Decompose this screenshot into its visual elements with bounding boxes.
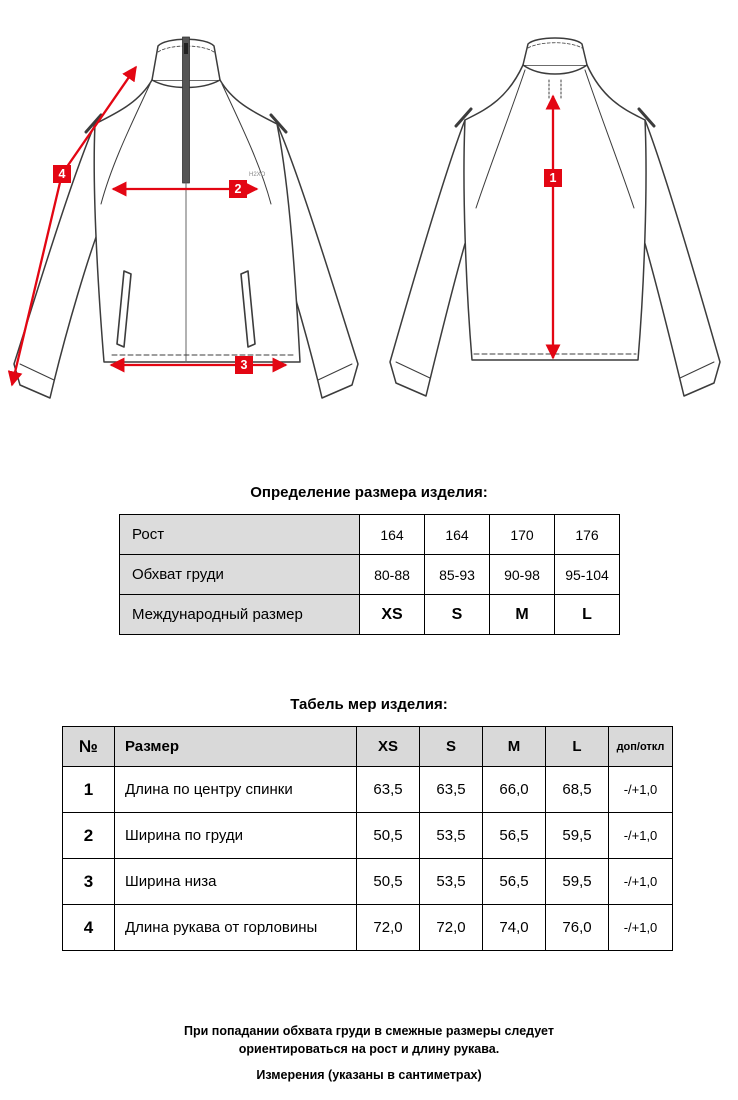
row-label-chest: Обхват груди [120, 555, 360, 595]
cell-number: 2 [63, 813, 115, 859]
header-xs: XS [357, 727, 420, 767]
cell: 50,5 [357, 813, 420, 859]
cell: 170 [490, 515, 555, 555]
zipper-pull-icon [184, 43, 188, 54]
cell: 50,5 [357, 859, 420, 905]
jacket-technical-drawing [0, 8, 738, 418]
table-row [63, 905, 673, 951]
size-table-title: Определение размера изделия: [250, 484, 488, 501]
cell: XS [360, 595, 425, 635]
cell: 164 [360, 515, 425, 555]
back-view-drawing [390, 38, 720, 396]
cell: 74,0 [483, 905, 546, 951]
measurement-label-1: 1 [549, 171, 557, 185]
cell: 68,5 [546, 767, 609, 813]
units-note: Измерения (указаны в сантиметрах) [256, 1068, 482, 1082]
header-m: M [483, 727, 546, 767]
measure-table-title: Табель мер изделия: [290, 696, 448, 713]
cell: 95-104 [555, 555, 620, 595]
cell: 59,5 [546, 859, 609, 905]
measurements-table [62, 726, 673, 951]
cell-tolerance: -/+1,0 [609, 813, 673, 859]
back-collar [523, 38, 587, 65]
header-size-name: Размер [115, 727, 357, 767]
cell: 164 [425, 515, 490, 555]
cell: 176 [555, 515, 620, 555]
table-row [120, 555, 620, 595]
cell: S [425, 595, 490, 635]
cell: 90-98 [490, 555, 555, 595]
measurement-label-3: 3 [240, 358, 248, 372]
header-tolerance: доп/откл [609, 727, 673, 767]
table-row [63, 859, 673, 905]
size-definition-table [119, 514, 620, 635]
table-row [120, 515, 620, 555]
cell: 72,0 [357, 905, 420, 951]
cell-name: Ширина низа [115, 859, 357, 905]
cell: L [555, 595, 620, 635]
row-label-height: Рост [120, 515, 360, 555]
row-label-intl-size: Международный размер [120, 595, 360, 635]
table-row [63, 767, 673, 813]
fitting-note [0, 1022, 738, 1058]
fitting-note-line-2: ориентироваться на рост и длину рукава. [238, 1042, 500, 1057]
cell: 76,0 [546, 905, 609, 951]
cell-number: 1 [63, 767, 115, 813]
table-row [120, 595, 620, 635]
cell-number: 3 [63, 859, 115, 905]
cell-tolerance: -/+1,0 [609, 859, 673, 905]
cell: 85-93 [425, 555, 490, 595]
brand-label: H2XO [249, 172, 266, 178]
cell-number: 4 [63, 905, 115, 951]
cell: 63,5 [420, 767, 483, 813]
cell: 72,0 [420, 905, 483, 951]
cell-name: Длина рукава от горловины [115, 905, 357, 951]
cell: 66,0 [483, 767, 546, 813]
measurement-label-2: 2 [234, 182, 242, 196]
zipper [183, 37, 190, 183]
cell: 80-88 [360, 555, 425, 595]
table-header-row [63, 727, 673, 767]
cell: 56,5 [483, 813, 546, 859]
header-number: № [63, 727, 115, 767]
cell-name: Ширина по груди [115, 813, 357, 859]
cell-tolerance: -/+1,0 [609, 767, 673, 813]
back-body [464, 65, 646, 360]
cell: 53,5 [420, 859, 483, 905]
front-view-drawing [14, 37, 358, 398]
cell: 63,5 [357, 767, 420, 813]
cell: M [490, 595, 555, 635]
cell: 59,5 [546, 813, 609, 859]
cell: 53,5 [420, 813, 483, 859]
cell: 56,5 [483, 859, 546, 905]
header-s: S [420, 727, 483, 767]
back-left-sleeve [390, 120, 474, 396]
measurement-label-4: 4 [58, 167, 66, 181]
cell-tolerance: -/+1,0 [609, 905, 673, 951]
fitting-note-line-1: При попадании обхвата груди в смежные размеры следует [184, 1024, 554, 1038]
header-l: L [546, 727, 609, 767]
table-row [63, 813, 673, 859]
cell-name: Длина по центру спинки [115, 767, 357, 813]
back-right-sleeve [636, 120, 720, 396]
